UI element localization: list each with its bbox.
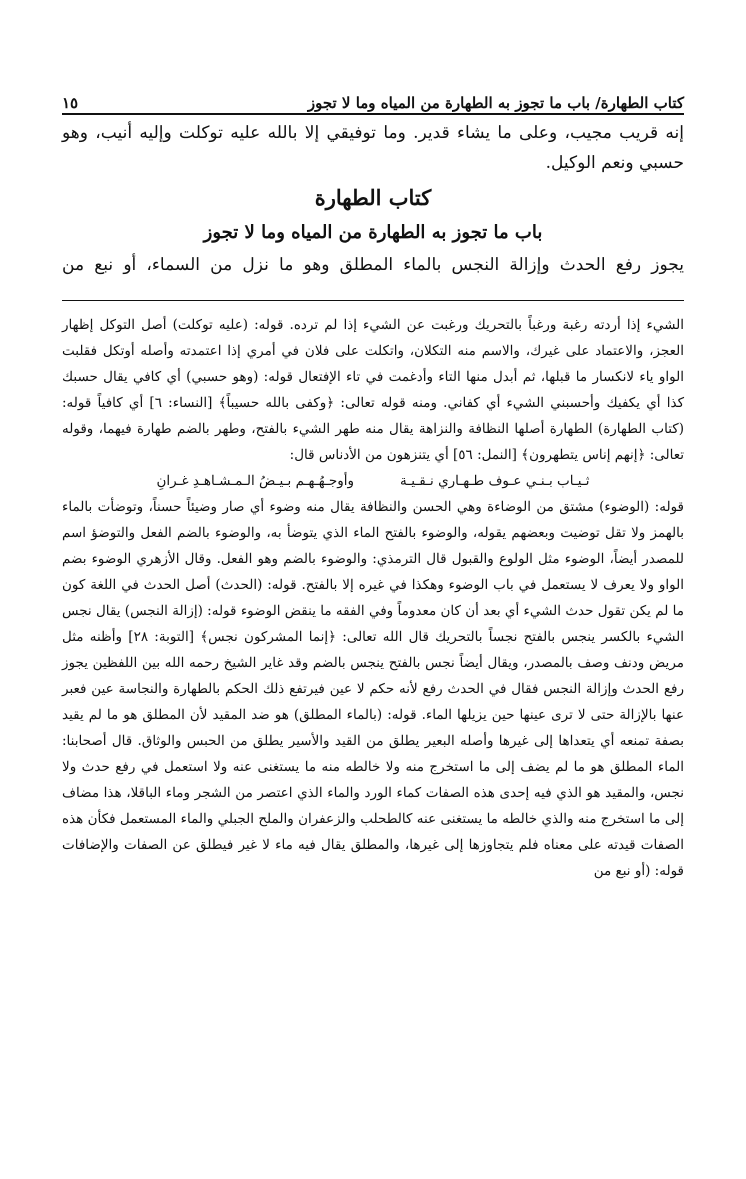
poem-verse bbox=[62, 468, 684, 494]
page-number: ١٥ bbox=[62, 94, 79, 112]
running-title: كتاب الطهارة/ باب ما تجوز به الطهارة من المياه وما لا تجوز bbox=[307, 94, 684, 112]
book-title: كتاب الطهارة bbox=[314, 185, 432, 210]
header-rule bbox=[62, 113, 684, 115]
commentary-paragraph-2: قوله: (الوضوء) مشتق من الوضاءة وهي الحسن والنظافة يقال منه وضوء أي صار وضيئاً حسناً، وتوضأت بالماء بالهمز ولا تقل توضيت وبعضهم يقوله، والوضوء بالفتح الماء الذي يتوضأ به، والوضوء بالضم الفعل والتوضؤ اسم للمصدر أيضاً، الوضوء مثل الولوع والقبول قال الترمذي: والوضوء بالضم وهو الفعل. وقال الأزهري الوضوء بضم الواو ولا يعرف لا يستعمل في باب الوضوء وهكذا في غيره إلا بالفتح. قوله: (الحدث) أصل الحدث في اللغة كون ما لم يكن تقول حدث الشيء أي بعد أن كان معدوماً وفي الفقه ما ينقض الوضوء قوله: (إزالة النجس) يقال نجس الشيء بالكسر ينجس بالفتح نجساً بالتحريك قال الله تعالى: ﴿إنما المشركون نجس﴾ [التوبة: ٢٨] وأظنه مثل مريض ودنف وصف بالمصدر، ويقال أيضاً نجس بالفتح ينجس بالضم وقد غاير الشيخ رحمه الله بين اللفظين يجوز رفع الحدث وإزالة النجس فقال في الحدث رفع لأنه حكم لا عين فيرتفع ذلك الحكم بالطهارة والنجاسة عين فعبر عنها بالإزالة حتى لا ترى عينها حين يزيلها الماء. قوله: (بالماء المطلق) هو ضد المقيد لأن المطلق هو ما لم يقيد بصفة تمنعه أي يتعداها إلى غيرها وأصله البعير يطلق من القيد والأسير يطلق من الحبس والوثاق. قال أصحابنا: الماء المطلق هو ما لم يضف إلى ما استخرج منه ولا خالطه منه ما يستغنى عنه ولا استعمل في رفع حدث ولا نجس، والمقيد هو الذي فيه إحدى هذه الصفات كماء الورد والماء الذي اعتصر من الشجر وماء الباقلا، هذا مضاف إلى ما استخرج منه والذي خالطه ما يستغنى عنه كالطحلب والزعفران والملح الجبلي والماء المستعمل فكأن هذه الصفات قيدته على معناه فلم يتجاوزها إلى غيرها، والمطلق يقال فيه ماء لا غير فيطلق عن الصفات والإضافات قوله: (أو نبع من bbox=[62, 499, 684, 879]
main-text bbox=[62, 118, 684, 280]
commentary-paragraph-1: الشيء إذا أردته رغبة ورغباً بالتحريك ورغبت عن الشيء إذا لم ترده. قوله: (عليه توكلت) أصل التوكل إظهار العجز، والاعتماد على غيرك، والاسم منه التكلان، واتكلت على فلان في أمري إذا اعتمدته وأصله أوتكل فقلبت الواو ياء لانكسار ما قبلها، ثم أبدل منها التاء وأدغمت في تاء الإفتعال قوله: (وهو حسبي) أي كافي يقال حسبك كذا أي يكفيك وأحسبني الشيء أي كفاني. ومنه قوله تعالى: ﴿وكفى بالله حسيباً﴾ [النساء: ٦] أي كافياً قوله: (كتاب الطهارة) الطهارة أصلها النظافة والنزاهة يقال منه طهر الشيء بالفتح، وطهر بالضم طهارة فيهما، وقوله تعالى: ﴿إنهم إناس يتطهرون﴾ [النمل: ٥٦] أي يتنزهون من الأدناس قال: bbox=[62, 317, 684, 463]
page-header bbox=[62, 82, 684, 112]
commentary-separator bbox=[62, 300, 684, 301]
main-text-line: يجوز رفع الحدث وإزالة النجس بالماء المطلق وهو ما نزل من السماء، أو نبع من bbox=[62, 255, 684, 275]
poem-second-hemistich: وأوجـهُـهـم بـيـضُ الـمـشـاهـدِ غـرانِ bbox=[156, 473, 355, 489]
intro-paragraph: إنه قريب مجيب، وعلى ما يشاء قدير. وما توفيقي إلا بالله عليه توكلت وإليه أنيب، وهو حسبي ونعم الوكيل. bbox=[62, 123, 684, 173]
commentary bbox=[62, 312, 684, 884]
poem-first-hemistich: ثـيـاب بـنـي عـوف طـهـاري نـقـيـة bbox=[400, 473, 590, 489]
chapter-title: باب ما تجوز به الطهارة من المياه وما لا تجوز bbox=[203, 222, 543, 243]
